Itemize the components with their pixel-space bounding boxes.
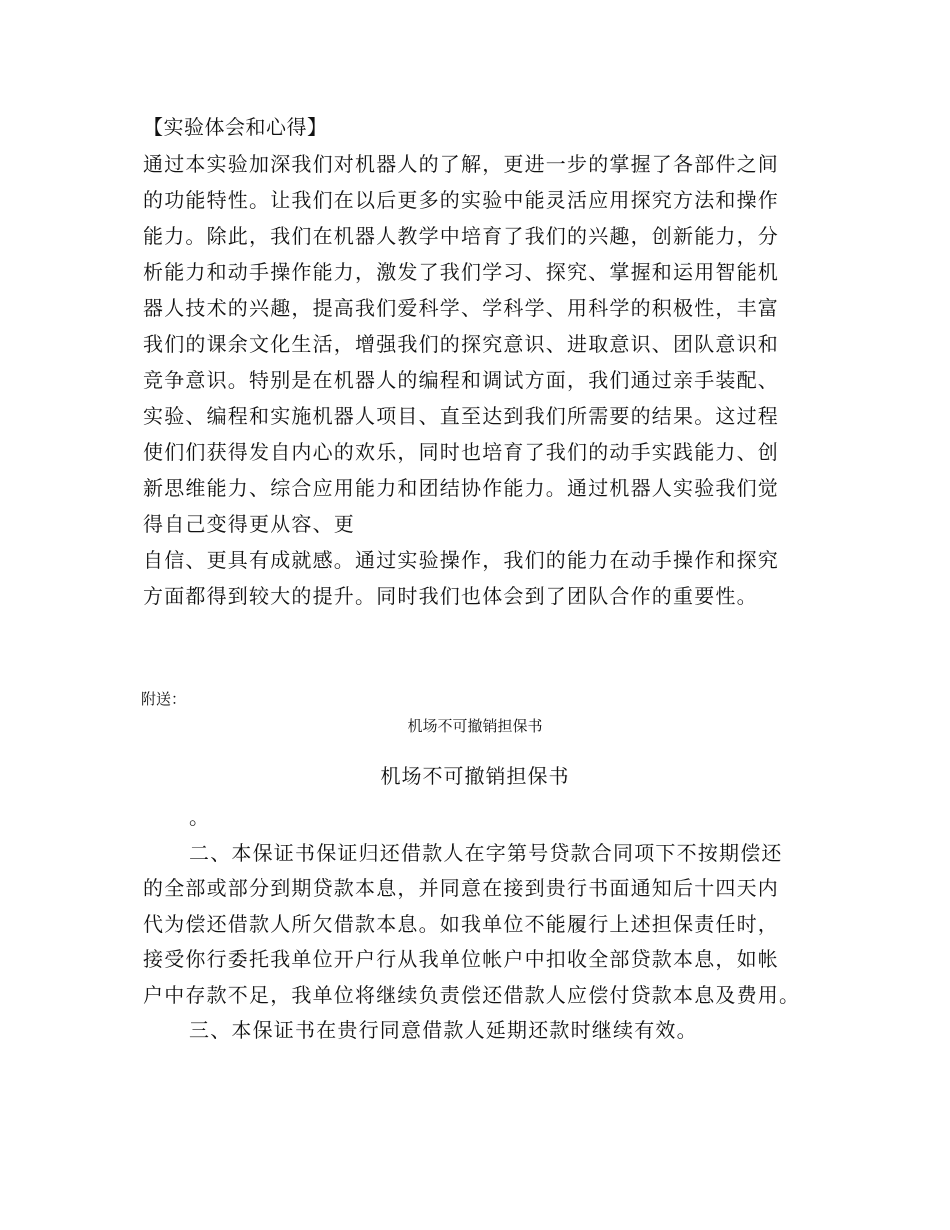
paragraph-line: 器人技术的兴趣，提高我们爱科学、学科学、用科学的积极性，丰富 [143,296,779,320]
guarantee-line: 接受你行委托我单位开户行从我单位帐户中扣收全部贷款本息，如帐 [143,947,779,971]
paragraph-line: 竞争意识。特别是在机器人的编程和调试方面，我们通过亲手装配、 [143,368,779,392]
guarantee-line: 代为偿还借款人所欠借款本息。如我单位不能履行上述担保责任时， [143,911,779,936]
appendix-main-title: 机场不可撤销担保书 [380,764,570,788]
paragraph-line: 新思维能力、综合应用能力和团结协作能力。通过机器人实验我们觉 [143,476,779,500]
experience-paragraph [143,146,823,614]
paragraph-line: 通过本实验加深我们对机器人的了解，更进一步的掌握了各部件之间 [143,152,779,176]
section-heading: 【实验体会和心得】 [143,115,328,139]
paragraph-line: 方面都得到较大的提升。同时我们也体会到了团队合作的重要性。 [143,584,758,608]
paragraph-line: 实验、编程和实施机器人项目、直至达到我们所需要的结果。这过程 [143,404,779,428]
appendix-label: 附送： [141,690,187,708]
paragraph-line: 使们们获得发自内心的欢乐，同时也培育了我们的动手实践能力、创 [143,440,779,464]
guarantee-line: 的全部或部分到期贷款本息，并同意在接到贵行书面通知后十四天内 [143,876,779,900]
paragraph-line: 自信、更具有成就感。通过实验操作，我们的能力在动手操作和探究 [143,548,779,572]
paragraph-line: 能力。除此，我们在机器人教学中培育了我们的兴趣，创新能力，分 [143,224,779,248]
paragraph-line: 析能力和动手操作能力，激发了我们学习、探究、掌握和运用智能机 [143,260,779,284]
appendix-small-title: 机场不可撤销担保书 [407,717,543,735]
paragraph-line: 得自己变得更从容、更 [143,512,355,536]
guarantee-line: 户中存款不足，我单位将继续负责偿还借款人应偿付贷款本息及费用。 [143,982,801,1007]
paragraph-line: 的功能特性。让我们在以后更多的实验中能灵活应用探究方法和操作 [143,188,779,212]
guarantee-line: 。 [189,805,211,829]
guarantee-line: 二、本保证书保证归还借款人在字第号贷款合同项下不按期偿还 [189,840,783,865]
guarantee-text [143,800,843,1049]
paragraph-line: 我们的课余文化生活，增强我们的探究意识、进取意识、团队意识和 [143,332,779,356]
guarantee-line: 三、本保证书在贵行同意借款人延期还款时继续有效。 [189,1018,698,1042]
